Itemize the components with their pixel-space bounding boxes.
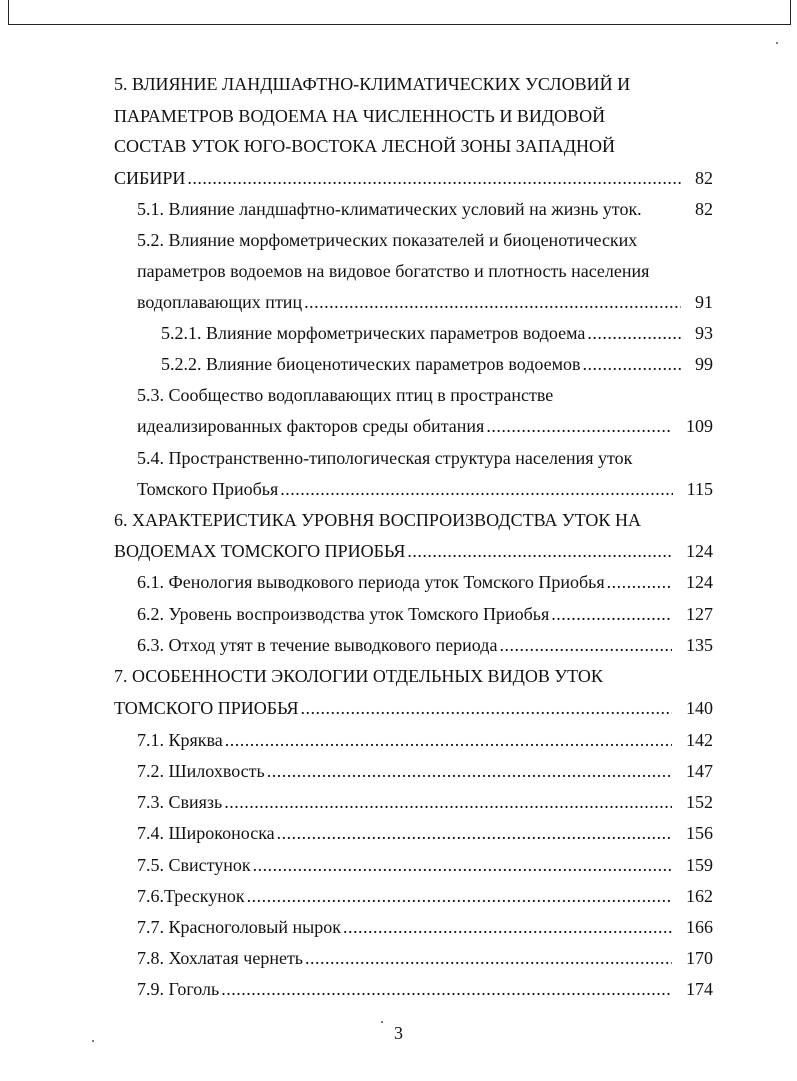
- scan-speck: [776, 42, 778, 44]
- toc-section-5-3-line-1: 5.3. Сообщество водоплавающих птиц в пространстве: [137, 385, 554, 405]
- toc-page-number: 142: [686, 730, 713, 750]
- toc-section-6-3-entry[interactable]: [137, 630, 713, 660]
- toc-dot-leader: [277, 818, 672, 848]
- toc-section-5-4-line-1: 5.4. Пространственно-типологическая структура населения уток: [137, 448, 633, 468]
- toc-dot-leader: [551, 599, 672, 629]
- toc-section-5-2-line-2: параметров водоемов на видовое богатство и плотность населения: [137, 261, 650, 281]
- toc-dot-leader: [305, 943, 672, 973]
- toc-entry-text: ТОМСКОГО ПРИОБЬЯ: [114, 698, 299, 718]
- toc-section-5-4-entry[interactable]: [137, 474, 713, 504]
- toc-dot-leader: [499, 630, 672, 660]
- toc-entry-text: 6.1. Фенология выводкового периода уток Томского Приобья: [137, 572, 605, 592]
- toc-chapter-5-title-line-1: 5. ВЛИЯНИЕ ЛАНДШАФТНО-КЛИМАТИЧЕСКИХ УСЛОВИЙ И: [114, 74, 631, 94]
- toc-dot-leader: [607, 567, 672, 597]
- toc-page-number: 93: [695, 323, 713, 343]
- toc-page-number: 174: [686, 979, 713, 999]
- toc-section-5-2-entry[interactable]: [137, 287, 713, 317]
- toc-page-number: 109: [686, 416, 713, 436]
- toc-page-number: 147: [686, 761, 713, 781]
- toc-section-5-3-entry[interactable]: [137, 411, 713, 441]
- toc-section-7-9-entry[interactable]: [137, 974, 713, 1004]
- toc-entry-text: идеализированных факторов среды обитания: [137, 416, 485, 436]
- toc-dot-leader: [407, 536, 672, 566]
- toc-page-number: 115: [686, 479, 713, 499]
- toc-section-7-1-entry[interactable]: [137, 725, 713, 755]
- toc-dot-leader: [247, 881, 672, 911]
- toc-page-number: 91: [695, 292, 713, 312]
- toc-page-number: 127: [686, 604, 713, 624]
- toc-page-number: 170: [686, 948, 713, 968]
- toc-entry-text: 6.3. Отход утят в течение выводкового периода: [137, 635, 498, 655]
- toc-chapter-7-entry[interactable]: [114, 693, 713, 723]
- toc-dot-leader: [221, 974, 672, 1004]
- toc-section-7-6-entry[interactable]: [137, 881, 713, 911]
- toc-entry-text: 5.2.2. Влияние биоценотических параметров водоемов: [161, 354, 581, 374]
- toc-entry-text: 7.1. Кряква: [137, 730, 223, 750]
- toc-entry-text: 5.2.1. Влияние морфометрических параметров водоема: [161, 323, 586, 343]
- toc-dot-leader: [301, 693, 672, 723]
- toc-chapter-5-title-line-2: ПАРАМЕТРОВ ВОДОЕМА НА ЧИСЛЕННОСТЬ И ВИДОВОЙ: [114, 106, 606, 126]
- toc-page-number: 82: [695, 168, 713, 188]
- toc-entry-text: СИБИРИ: [114, 168, 186, 188]
- toc-page-number: 99: [695, 354, 713, 374]
- toc-dot-leader: [486, 411, 672, 441]
- toc-dot-leader: [583, 349, 681, 379]
- toc-dot-leader: [225, 725, 672, 755]
- toc-entry-text: 7.3. Свиязь: [137, 792, 223, 812]
- toc-entry-text: 7.7. Красноголовый нырок: [137, 917, 341, 937]
- toc-section-6-2-entry[interactable]: [137, 599, 713, 629]
- toc-dot-leader: [187, 163, 681, 193]
- toc-section-7-4-entry[interactable]: [137, 818, 713, 848]
- toc-entry-text: 7.9. Гоголь: [137, 979, 220, 999]
- toc-entry-text: Томского Приобья: [137, 479, 279, 499]
- toc-section-6-1-entry[interactable]: [137, 567, 713, 597]
- toc-dot-leader: [224, 787, 672, 817]
- toc-entry-text: ВОДОЕМАХ ТОМСКОГО ПРИОБЬЯ: [114, 541, 406, 561]
- toc-page-number: 152: [686, 792, 713, 812]
- toc-section-7-8-entry[interactable]: [137, 943, 713, 973]
- toc-section-7-7-entry[interactable]: [137, 912, 713, 942]
- toc-entry-text: 6.2. Уровень воспроизводства уток Томского Приобья: [137, 604, 550, 624]
- scan-speck: [92, 1040, 94, 1042]
- toc-entry-text: 7.4. Широконоска: [137, 823, 275, 843]
- toc-page-number: 124: [686, 572, 713, 592]
- toc-dot-leader: [343, 912, 672, 942]
- toc-entry-text: 7.6.Трескунок: [137, 886, 245, 906]
- page-number: 3: [394, 1023, 403, 1043]
- toc-section-5-1-text[interactable]: 5.1. Влияние ландшафтно-климатических условий на жизнь уток.: [137, 199, 642, 219]
- toc-section-5-2-1-entry[interactable]: [161, 318, 713, 348]
- toc-page-number: 124: [686, 541, 713, 561]
- toc-page-number: 135: [686, 635, 713, 655]
- toc-entry-text: 7.2. Шилохвость: [137, 761, 265, 781]
- toc-dot-leader: [267, 756, 672, 786]
- toc-section-5-2-line-1: 5.2. Влияние морфометрических показателей и биоценотических: [137, 230, 638, 250]
- toc-chapter-6-entry[interactable]: [114, 536, 713, 566]
- toc-section-5-1-page: 82: [695, 199, 713, 219]
- toc-page-number: 140: [686, 698, 713, 718]
- toc-section-7-2-entry[interactable]: [137, 756, 713, 786]
- toc-chapter-5-entry[interactable]: [114, 163, 713, 193]
- toc-dot-leader: [304, 287, 681, 317]
- toc-section-5-2-2-entry[interactable]: [161, 349, 713, 379]
- toc-entry-text: 7.5. Свистунок: [137, 855, 251, 875]
- toc-entry-text: 7.8. Хохлатая чернеть: [137, 948, 304, 968]
- toc-chapter-6-title-line-1: 6. ХАРАКТЕРИСТИКА УРОВНЯ ВОСПРОИЗВОДСТВА УТОК НА: [114, 510, 641, 530]
- toc-dot-leader: [253, 850, 672, 880]
- toc-page-number: 159: [686, 855, 713, 875]
- toc-entry-text: водоплавающих птиц: [137, 292, 303, 312]
- toc-dot-leader: [587, 318, 681, 348]
- toc-chapter-7-title-line-1: 7. ОСОБЕННОСТИ ЭКОЛОГИИ ОТДЕЛЬНЫХ ВИДОВ УТОК: [114, 666, 603, 686]
- toc-dot-leader: [280, 474, 672, 504]
- toc-chapter-5-title-line-3: СОСТАВ УТОК ЮГО-ВОСТОКА ЛЕСНОЙ ЗОНЫ ЗАПАДНОЙ: [114, 136, 615, 156]
- toc-page-number: 156: [686, 823, 713, 843]
- toc-page-number: 162: [686, 886, 713, 906]
- toc-section-7-3-entry[interactable]: [137, 787, 713, 817]
- toc-page-number: 166: [686, 917, 713, 937]
- toc-section-7-5-entry[interactable]: [137, 850, 713, 880]
- scan-speck: [381, 1021, 383, 1023]
